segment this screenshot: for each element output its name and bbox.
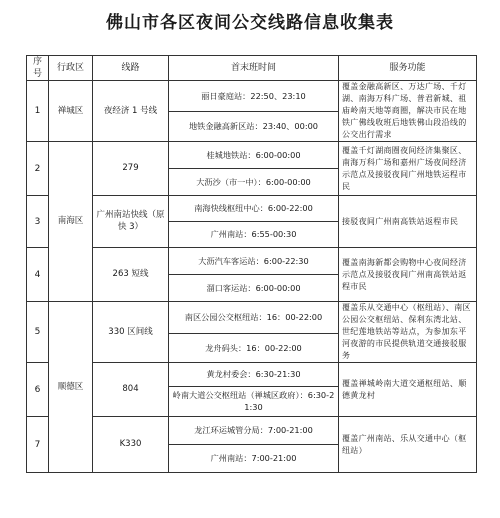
bus-route-table: [26, 55, 477, 473]
header-no: 序号: [27, 56, 49, 81]
row-service: 覆盖禅城岭南大道交通枢纽站、顺德黄龙村: [339, 363, 477, 417]
header-route: 线路: [93, 56, 169, 81]
table-row: [27, 248, 477, 275]
row-time: 大沥汽车客运站：6:00-22:30: [169, 248, 339, 275]
row-no: 6: [27, 363, 49, 417]
row-time: 广州南站：6:55-00:30: [169, 222, 339, 248]
header-service: 服务功能: [339, 56, 477, 81]
row-time: 地铁金融高新区站：23:40、00:00: [169, 111, 339, 142]
row-time: 溜口客运站：6:00-00:00: [169, 275, 339, 302]
row-time: 龙舟码头：16：00-22:00: [169, 333, 339, 362]
row-district: 禅城区: [49, 81, 93, 142]
row-route: 广州南站快线（原快 3）: [93, 196, 169, 248]
row-no: 3: [27, 196, 49, 248]
row-service: 覆盖广州南站、乐从交通中心（枢纽站）: [339, 417, 477, 473]
row-service: 覆盖千灯湖商圈夜间经济集聚区、南海万科广场和嘉州广场夜间经济示范点及接驳夜间广州地铁运程市民: [339, 142, 477, 196]
row-no: 4: [27, 248, 49, 302]
row-no: 5: [27, 302, 49, 363]
row-no: 7: [27, 417, 49, 473]
table-row: [27, 81, 477, 112]
table-row: [27, 417, 477, 445]
row-time: 广州南站：7:00-21:00: [169, 445, 339, 473]
row-route: 330 区间线: [93, 302, 169, 363]
row-no: 1: [27, 81, 49, 142]
row-time: 丽日豪庭站：22:50、23:10: [169, 81, 339, 112]
header-row: [27, 56, 477, 81]
row-route: 夜经济 1 号线: [93, 81, 169, 142]
row-service: 覆盖南海新都会购物中心夜间经济示范点及接驳夜间广州南高铁站返程市民: [339, 248, 477, 302]
row-time: 桂城地铁站：6:00-00:00: [169, 142, 339, 169]
table-row: [27, 363, 477, 387]
row-time: 南海快线枢纽中心：6:00-22:00: [169, 196, 339, 222]
row-route: 263 短线: [93, 248, 169, 302]
row-time: 黄龙村委会：6:30-21:30: [169, 363, 339, 387]
row-time: 南区公园公交枢纽站：16：00-22:00: [169, 302, 339, 334]
row-route: K330: [93, 417, 169, 473]
row-district: 顺德区: [49, 302, 93, 473]
header-district: 行政区: [49, 56, 93, 81]
row-time: 龙江环运城管分局：7:00-21:00: [169, 417, 339, 445]
table-row: [27, 196, 477, 222]
table-row: [27, 142, 477, 169]
row-service: 接驳夜间广州南高铁站返程市民: [339, 196, 477, 248]
page-title: 佛山市各区夜间公交线路信息收集表: [106, 13, 394, 33]
row-route: 804: [93, 363, 169, 417]
row-district: 南海区: [49, 142, 93, 302]
table-row: [27, 302, 477, 334]
row-service: 覆盖乐从交通中心（枢纽站）、南区公园公交枢纽站、保利东湾北站、世纪莲地铁站等站点，为参加东平河夜游的市民提供轨道交通接驳服务: [339, 302, 477, 363]
header-times: 首末班时间: [169, 56, 339, 81]
row-no: 2: [27, 142, 49, 196]
row-time: 岭南大道公交枢纽站（禅城区政府）：6:30-21:30: [169, 387, 339, 417]
row-time: 大沥沙（市一中）：6:00-00:00: [169, 169, 339, 196]
row-service: 覆盖金融高新区、万达广场、千灯湖、南海万科广场、普君新城、祖庙岭南天地等商圈，解决市民在地铁广佛线收班后地铁佛山段沿线的公交出行需求: [339, 81, 477, 142]
row-route: 279: [93, 142, 169, 196]
